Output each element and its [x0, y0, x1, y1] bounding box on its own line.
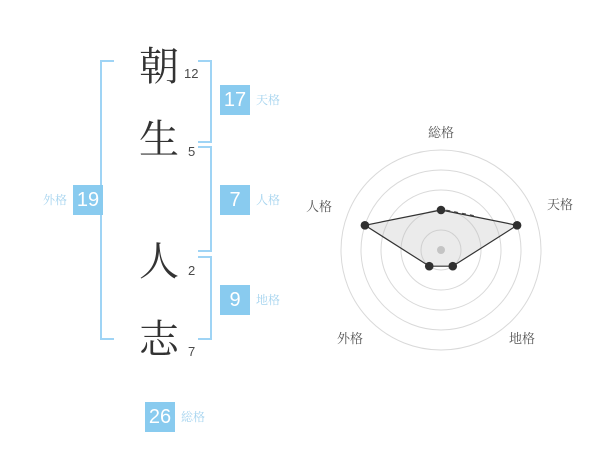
name-character-2: 生: [139, 118, 179, 162]
name-character-3: 人: [139, 240, 179, 284]
gaikaku-label: 外格: [42, 193, 67, 207]
stroke-count-4: 7: [188, 344, 196, 359]
fortune-radar-chart: [291, 100, 591, 400]
soukaku-score-badge: 26: [145, 402, 175, 432]
jinkaku-bracket: [198, 146, 212, 252]
axis-label-chikaku: 地格: [508, 331, 536, 346]
jinkaku-label: 人格: [256, 193, 281, 207]
chikaku-score-badge: 9: [220, 285, 250, 315]
stroke-count-3: 2: [188, 263, 196, 278]
tenkaku-label: 天格: [256, 93, 281, 107]
stroke-count-1: 12: [184, 66, 199, 81]
tenkaku-score-badge: 17: [220, 85, 250, 115]
stroke-count-2: 5: [188, 144, 196, 159]
chikaku-label: 地格: [256, 293, 281, 307]
axis-label-tenkaku: 天格: [546, 197, 574, 212]
chikaku-bracket: [198, 256, 212, 340]
axis-label-soukaku: 総格: [427, 125, 455, 140]
tenkaku-bracket: [198, 60, 212, 143]
name-character-4: 志: [139, 318, 179, 362]
axis-label-gaikaku: 外格: [336, 331, 364, 346]
radar-chart-canvas: [291, 100, 591, 400]
name-character-1: 朝: [139, 45, 179, 89]
jinkaku-score-badge: 7: [220, 185, 250, 215]
gaikaku-score-badge: 19: [73, 185, 103, 215]
soukaku-label: 総格: [181, 410, 206, 424]
axis-label-jinkaku: 人格: [305, 199, 333, 214]
